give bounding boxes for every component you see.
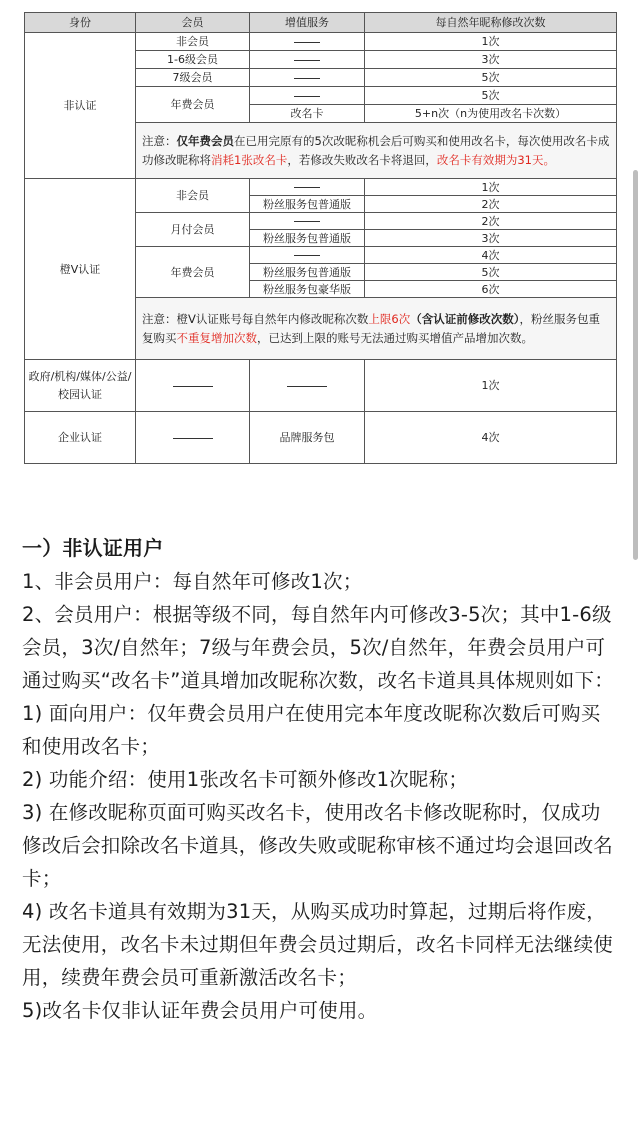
note-text: 注意：: [142, 133, 177, 148]
paragraph: 3) 在修改昵称页面可购买改名卡，使用改名卡修改昵称时，仅成功修改后会扣除改名卡道具，修改失败或昵称审核不通过均会退回改名卡；: [22, 801, 614, 890]
identity-orange-v: 橙V认证: [25, 179, 136, 360]
note-text: 仅年费会员: [176, 133, 234, 148]
service-cell: 粉丝服务包普通版: [250, 264, 365, 281]
count-cell: 1次: [365, 179, 617, 196]
service-cell: 改名卡: [250, 105, 365, 123]
service-cell: [250, 247, 365, 264]
table-row: [25, 179, 617, 196]
member-cell: 1-6级会员: [136, 51, 250, 69]
member-cell: [136, 412, 250, 464]
note-text: ，粉丝服务包重复购买: [142, 311, 600, 345]
scrollbar[interactable]: [633, 170, 638, 560]
member-cell: 非会员: [136, 179, 250, 213]
identity-enterprise: 企业认证: [25, 412, 136, 464]
dash-icon: [294, 60, 320, 61]
service-cell: [250, 69, 365, 87]
count-cell: 5次: [365, 87, 617, 105]
count-cell: 1次: [365, 360, 617, 412]
paragraph: 1) 面向用户：仅年费会员用户在使用完本年度改昵称次数后可购买和使用改名卡；: [22, 702, 601, 758]
service-cell: [250, 360, 365, 412]
table-row: [25, 33, 617, 51]
note-text: 注意：橙V认证账号每自然年内修改昵称次数: [142, 311, 369, 326]
identity-non-cert: 非认证: [25, 33, 136, 179]
note-text: ，已达到上限的账号无法通过购买增值产品增加次数。: [257, 330, 533, 345]
member-cell: 年费会员: [136, 87, 250, 123]
note-text: 不重复增加次数: [176, 330, 257, 345]
nickname-rules-table: [24, 12, 617, 464]
dash-icon: [287, 386, 327, 387]
member-cell: 非会员: [136, 33, 250, 51]
count-cell: 3次: [365, 51, 617, 69]
table-header-row: [25, 13, 617, 33]
paragraph: 4) 改名卡道具有效期为31天，从购买成功时算起，过期后将作废，无法使用，改名卡未过期但年费会员过期后，改名卡同样无法继续使用，续费年费会员可重新激活改名卡；: [22, 900, 614, 989]
article-body: [22, 532, 618, 1027]
table-row: [25, 412, 617, 464]
note-non-cert: [136, 123, 617, 179]
count-cell: 5次: [365, 69, 617, 87]
dash-icon: [294, 187, 320, 188]
member-cell: 月付会员: [136, 213, 250, 247]
service-cell: [250, 213, 365, 230]
service-cell: 粉丝服务包普通版: [250, 230, 365, 247]
service-cell: [250, 51, 365, 69]
header-service: 增值服务: [250, 13, 365, 33]
header-member: 会员: [136, 13, 250, 33]
service-cell: 粉丝服务包普通版: [250, 196, 365, 213]
service-cell: [250, 179, 365, 196]
count-cell: 2次: [365, 196, 617, 213]
service-cell: [250, 87, 365, 105]
member-cell: 年费会员: [136, 247, 250, 298]
header-count: 每自然年昵称修改次数: [365, 13, 617, 33]
section-heading: 一）非认证用户: [22, 536, 164, 560]
note-text: 上限6次: [368, 311, 411, 326]
dash-icon: [294, 78, 320, 79]
count-cell: 2次: [365, 213, 617, 230]
paragraph: 5)改名卡仅非认证年费会员用户可使用。: [22, 999, 378, 1022]
service-cell: 粉丝服务包豪华版: [250, 281, 365, 298]
dash-icon: [294, 221, 320, 222]
note-text: 在已用完原有的5次改昵称机会后可购买和使用改名卡，每次使用改名卡成功修改昵称将: [142, 133, 610, 167]
count-cell: 5次: [365, 264, 617, 281]
count-cell: 4次: [365, 412, 617, 464]
dash-icon: [173, 438, 213, 439]
member-cell: [136, 360, 250, 412]
count-cell: 5+n次（n为使用改名卡次数）: [365, 105, 617, 123]
note-text: 消耗1张改名卡: [211, 152, 288, 167]
paragraph: 2) 功能介绍：使用1张改名卡可额外修改1次昵称；: [22, 768, 469, 791]
dash-icon: [294, 42, 320, 43]
paragraph: 1、非会员用户：每自然年可修改1次；: [22, 570, 363, 593]
note-text: （含认证前修改次数）: [410, 311, 520, 326]
count-cell: 1次: [365, 33, 617, 51]
count-cell: 3次: [365, 230, 617, 247]
dash-icon: [294, 96, 320, 97]
member-cell: 7级会员: [136, 69, 250, 87]
service-cell: [250, 33, 365, 51]
note-orange-v: [136, 298, 617, 360]
note-text: 改名卡有效期为31天。: [436, 152, 555, 167]
dash-icon: [294, 255, 320, 256]
count-cell: 6次: [365, 281, 617, 298]
service-cell: 品牌服务包: [250, 412, 365, 464]
paragraph: 2、会员用户：根据等级不同，每自然年内可修改3-5次；其中1-6级会员，3次/自然年；7级与年费会员，5次/自然年，年费会员用户可通过购买“改名卡”道具增加改昵称次数，改名卡道具具体规则如下：: [22, 603, 614, 692]
table-row: [25, 360, 617, 412]
count-cell: 4次: [365, 247, 617, 264]
rules-table-image: [0, 0, 640, 478]
note-text: ，若修改失败改名卡将退回，: [287, 152, 437, 167]
header-identity: 身份: [25, 13, 136, 33]
dash-icon: [173, 386, 213, 387]
identity-gov: 政府/机构/媒体/公益/校园认证: [25, 360, 136, 412]
